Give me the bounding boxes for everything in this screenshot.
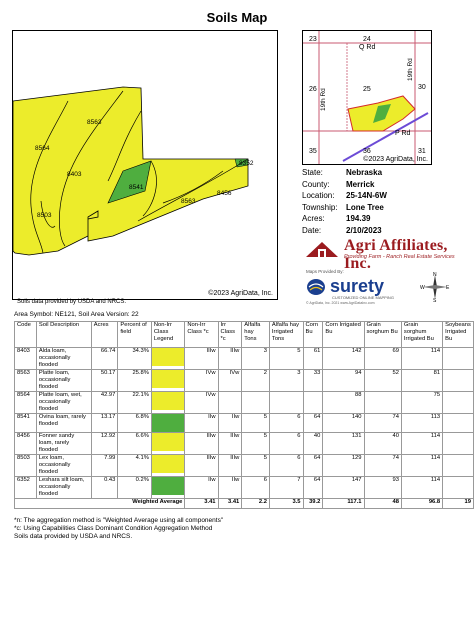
footnote: *n: The aggregation method is "Weighted Average using all components" <box>14 517 224 524</box>
source-note: Soils data provided by USDA and NRCS. <box>17 299 127 305</box>
cell-nonirr: IIw <box>185 414 218 433</box>
cell-irr <box>218 392 242 414</box>
surety-logo: surety CUSTOMIZED ONLINE MAPPING © AgriData, Inc. 2021 www.AgriDataInc.com <box>306 276 394 305</box>
info-row-acres: Acres: 194.39 <box>302 214 371 223</box>
soil-label: 8563 <box>87 119 102 126</box>
col-header: Corn Irrigated Bu <box>323 322 364 348</box>
cell-gs: 74 <box>364 455 401 477</box>
weighted-average-label: Weighted Average <box>15 499 185 509</box>
cell-corn: 64 <box>303 414 323 433</box>
cell-nonirr: IIIw <box>185 433 218 455</box>
cell-alf: 5 <box>242 455 270 477</box>
cell-gsirr: 114 <box>401 477 442 499</box>
svg-text:23: 23 <box>309 36 317 43</box>
cell-corn <box>303 392 323 414</box>
soils-map-drawing <box>13 31 278 300</box>
footnote: Soils data provided by USDA and NRCS. <box>14 533 133 540</box>
cell-alf: 5 <box>242 433 270 455</box>
cell-alf: 5 <box>242 414 270 433</box>
svg-text:S: S <box>433 298 437 302</box>
footnotes <box>14 517 223 541</box>
cell-desc: Leshara silt loam, occasionally flooded <box>36 477 91 499</box>
soil-label: 8352 <box>239 160 254 167</box>
cell-alf: 3 <box>242 348 270 370</box>
cell-corn: 64 <box>303 477 323 499</box>
cell-cornirr: 88 <box>323 392 364 414</box>
cell-code: 8563 <box>15 370 37 392</box>
footnote: *c: Using Capabilities Class Dominant Condition Aggregation Method <box>14 525 213 532</box>
svg-text:E: E <box>446 285 450 291</box>
cell-code: 8503 <box>15 455 37 477</box>
svg-text:Q Rd: Q Rd <box>359 44 376 51</box>
avg-cornirr: 117.1 <box>323 499 364 509</box>
legend-cell <box>151 348 184 370</box>
cell-nonirr: IIIw <box>185 455 218 477</box>
legend-cell <box>151 392 184 414</box>
col-header: Percent of field <box>118 322 152 348</box>
table-row <box>15 477 474 499</box>
cell-alfirr: 6 <box>269 433 303 455</box>
avg-alf: 2.2 <box>242 499 270 509</box>
cell-cornirr: 129 <box>323 455 364 477</box>
cell-nonirr: IVw <box>185 370 218 392</box>
weighted-average-row <box>15 499 474 509</box>
cell-nonirr: IIw <box>185 477 218 499</box>
cell-acres: 12.92 <box>91 433 118 455</box>
barn-logo-icon <box>304 239 340 259</box>
cell-desc: Platte loam, occasionally flooded <box>36 370 91 392</box>
legend-cell <box>151 455 184 477</box>
compass-rose-icon <box>420 272 450 302</box>
cell-soy <box>443 348 474 370</box>
legend-swatch <box>151 370 184 388</box>
svg-text:35: 35 <box>309 148 317 155</box>
col-header: Soil Description <box>36 322 91 348</box>
cell-acres: 42.97 <box>91 392 118 414</box>
cell-acres: 66.74 <box>91 348 118 370</box>
cell-gs <box>364 392 401 414</box>
col-header: Acres <box>91 322 118 348</box>
cell-alfirr <box>269 392 303 414</box>
svg-text:19th Rd: 19th Rd <box>320 88 327 111</box>
col-header: Grain sorghum Bu <box>364 322 401 348</box>
avg-nonirr: 3.41 <box>185 499 218 509</box>
svg-text:30: 30 <box>418 84 426 91</box>
cell-gsirr: 113 <box>401 414 442 433</box>
avg-soy: 19 <box>443 499 474 509</box>
avg-gs: 48 <box>364 499 401 509</box>
cell-desc: Platte loam, wet, occasionally flooded <box>36 392 91 414</box>
info-row-state: State: Nebraska <box>302 168 383 177</box>
cell-alf: 6 <box>242 477 270 499</box>
soil-label: 8564 <box>35 145 50 152</box>
svg-text:26: 26 <box>309 86 317 93</box>
avg-gsirr: 96.8 <box>401 499 442 509</box>
area-symbol: Area Symbol: NE121, Soil Area Version: 22 <box>14 311 139 318</box>
globe-icon <box>306 278 326 296</box>
cell-alfirr: 3 <box>269 370 303 392</box>
location-map-drawing <box>303 31 432 165</box>
cell-pct: 0.2% <box>118 477 152 499</box>
location-map[interactable] <box>302 30 432 165</box>
cell-pct: 6.6% <box>118 433 152 455</box>
soil-label: 8541 <box>129 184 144 191</box>
cell-gs: 40 <box>364 433 401 455</box>
cell-soy <box>443 392 474 414</box>
cell-gs: 52 <box>364 370 401 392</box>
col-header: Alfalfa hay Irrigated Tons <box>269 322 303 348</box>
cell-nonirr: IVw <box>185 392 218 414</box>
avg-irr: 3.41 <box>218 499 242 509</box>
table-row <box>15 414 474 433</box>
cell-gs: 69 <box>364 348 401 370</box>
cell-gsirr: 114 <box>401 433 442 455</box>
cell-gsirr: 81 <box>401 370 442 392</box>
cell-soy <box>443 477 474 499</box>
svg-text:31: 31 <box>418 148 426 155</box>
table-row <box>15 392 474 414</box>
svg-text:W: W <box>420 285 425 291</box>
cell-irr: IIIw <box>218 455 242 477</box>
cell-code: 8456 <box>15 433 37 455</box>
cell-cornirr: 147 <box>323 477 364 499</box>
cell-pct: 34.3% <box>118 348 152 370</box>
legend-cell <box>151 370 184 392</box>
cell-corn: 61 <box>303 348 323 370</box>
table-header-row <box>15 322 474 348</box>
col-header: Alfalfa hay Tons <box>242 322 270 348</box>
cell-acres: 0.43 <box>91 477 118 499</box>
cell-alfirr: 5 <box>269 348 303 370</box>
info-row-township: Township: Lone Tree <box>302 202 384 212</box>
page-title: Soils Map <box>206 10 268 25</box>
info-row-date: Date: 2/10/2023 <box>302 225 382 235</box>
svg-text:N: N <box>433 272 437 278</box>
legend-swatch <box>151 348 184 366</box>
legend-swatch <box>151 414 184 432</box>
cell-gs: 74 <box>364 414 401 433</box>
cell-cornirr: 140 <box>323 414 364 433</box>
map-copyright: ©2023 AgriData, Inc. <box>208 290 273 297</box>
col-header: Irr Class *c <box>218 322 242 348</box>
cell-corn: 33 <box>303 370 323 392</box>
table-row <box>15 455 474 477</box>
table-row <box>15 348 474 370</box>
cell-corn: 64 <box>303 455 323 477</box>
soil-label: 8563 <box>181 198 196 205</box>
legend-cell <box>151 414 184 433</box>
cell-code: 8403 <box>15 348 37 370</box>
cell-cornirr: 94 <box>323 370 364 392</box>
avg-alfirr: 3.5 <box>269 499 303 509</box>
svg-text:25: 25 <box>363 86 371 93</box>
cell-irr: IIIw <box>218 433 242 455</box>
cell-irr: IIw <box>218 414 242 433</box>
cell-desc: Ovina loam, rarely flooded <box>36 414 91 433</box>
info-row-location: Location: 25-14N-6W <box>302 191 387 200</box>
soil-label: 8403 <box>67 171 82 178</box>
legend-swatch <box>151 455 184 473</box>
soil-label: 8456 <box>217 190 232 197</box>
table-row <box>15 433 474 455</box>
svg-text:36: 36 <box>363 148 371 155</box>
cell-alfirr: 6 <box>269 455 303 477</box>
cell-pct: 25.8% <box>118 370 152 392</box>
cell-pct: 4.1% <box>118 455 152 477</box>
cell-soy <box>443 370 474 392</box>
svg-text:P Rd: P Rd <box>395 130 411 137</box>
cell-code: 8541 <box>15 414 37 433</box>
info-row-county: County: Merrick <box>302 179 375 189</box>
cell-gs: 93 <box>364 477 401 499</box>
cell-acres: 50.17 <box>91 370 118 392</box>
cell-nonirr: IIIw <box>185 348 218 370</box>
cell-gsirr: 75 <box>401 392 442 414</box>
soils-map[interactable] <box>12 30 278 300</box>
cell-soy <box>443 455 474 477</box>
cell-soy <box>443 433 474 455</box>
col-header: Non-Irr Class Legend <box>151 322 184 348</box>
col-header: Code <box>15 322 37 348</box>
legend-swatch <box>151 433 184 451</box>
avg-corn: 39.2 <box>303 499 323 509</box>
cell-alf: 2 <box>242 370 270 392</box>
location-map-copyright: ©2023 AgriData, Inc. <box>363 156 428 163</box>
legend-cell <box>151 433 184 455</box>
legend-swatch <box>151 477 184 495</box>
cell-desc: Lex loam, occasionally flooded <box>36 455 91 477</box>
parcel-info <box>302 168 387 237</box>
cell-pct: 22.1% <box>118 392 152 414</box>
svg-text:19th Rd: 19th Rd <box>407 58 414 81</box>
table-row <box>15 370 474 392</box>
cell-desc: Fonner sandy loam, rarely flooded <box>36 433 91 455</box>
col-header: Grain sorghum Irrigated Bu <box>401 322 442 348</box>
svg-text:24: 24 <box>363 36 371 43</box>
cell-alfirr: 7 <box>269 477 303 499</box>
col-header: Soybeans Irrigated Bu <box>443 322 474 348</box>
cell-irr: IIw <box>218 477 242 499</box>
soils-table <box>14 321 474 509</box>
cell-alf <box>242 392 270 414</box>
cell-gsirr: 114 <box>401 348 442 370</box>
col-header: Non-Irr Class *c <box>185 322 218 348</box>
soil-label: 8503 <box>37 212 52 219</box>
maps-provided-by: Maps Provided By: <box>306 269 344 274</box>
cell-pct: 6.8% <box>118 414 152 433</box>
cell-irr: IIIw <box>218 348 242 370</box>
agri-affiliates-logo: Agri Affiliates, Inc. Providing Farm - Ranch Real Estate Services <box>302 236 462 264</box>
legend-swatch <box>151 392 184 410</box>
cell-irr: IVw <box>218 370 242 392</box>
cell-cornirr: 131 <box>323 433 364 455</box>
cell-cornirr: 142 <box>323 348 364 370</box>
legend-cell <box>151 477 184 499</box>
cell-desc: Alda loam, occasionally flooded <box>36 348 91 370</box>
cell-acres: 13.17 <box>91 414 118 433</box>
col-header: Corn Bu <box>303 322 323 348</box>
cell-soy <box>443 414 474 433</box>
cell-code: 6352 <box>15 477 37 499</box>
cell-code: 8564 <box>15 392 37 414</box>
cell-gsirr: 114 <box>401 455 442 477</box>
cell-alfirr: 6 <box>269 414 303 433</box>
cell-corn: 40 <box>303 433 323 455</box>
cell-acres: 7.99 <box>91 455 118 477</box>
